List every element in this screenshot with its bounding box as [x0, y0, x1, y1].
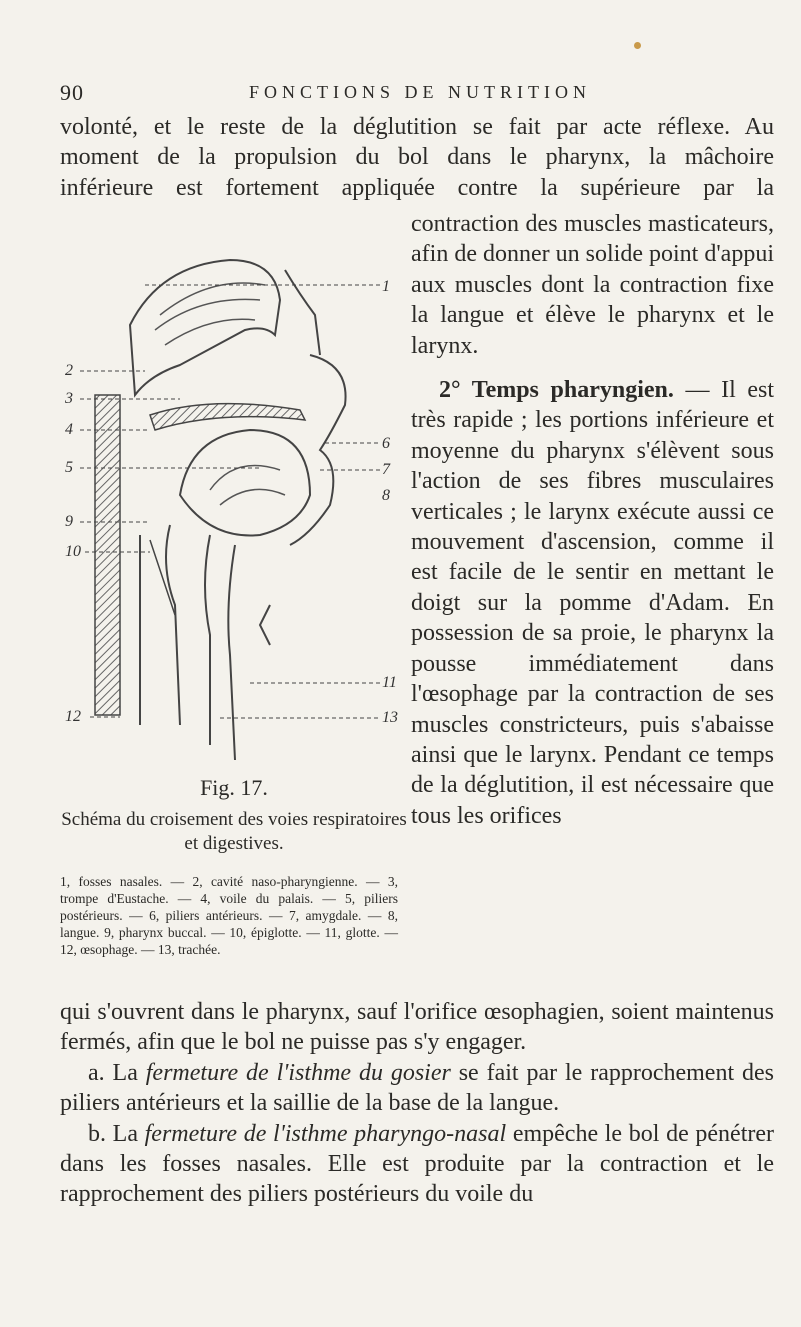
pharynx-wall: [95, 395, 120, 715]
marker-13: 13: [382, 709, 398, 726]
palate: [150, 404, 305, 430]
paragraph: [411, 375, 774, 831]
figure-legend: 1, fosses nasales. — 2, cavité naso-pharyngienne. — 3, trompe d'Eustache. — 4, voile du palais. — 5, piliers postérieurs. — 6, piliers antérieurs. — 7, amygdale. — 8, langue. 9, pharynx buccal. — 10, épiglotte. — 11, glotte. — 12, œsophage. — 13, trachée.: [60, 874, 398, 957]
text-line: volonté, et le reste de la déglutition se fait par acte réflexe. Au: [60, 114, 774, 140]
marker-8: 8: [382, 487, 390, 504]
figure-17: [60, 205, 408, 854]
marker-6: 6: [382, 435, 390, 452]
bottom-text: [60, 997, 774, 1210]
marker-9: 9: [65, 513, 73, 530]
nasal-lines: [155, 299, 260, 330]
paragraph-a: [60, 1058, 774, 1119]
marker-1: 1: [382, 278, 390, 295]
item-text: empêche le bol de pénétrer dans les fosses nasales. Elle est produite par la contraction et le rapprochement des piliers postérieurs du voile du: [60, 1120, 774, 1208]
epiglottis: [150, 540, 175, 615]
anatomical-diagram: [60, 205, 408, 770]
marker-3: 3: [65, 390, 73, 407]
marker-10: 10: [65, 543, 81, 560]
figure-caption: Schéma du croisement des voies respiratoires et digestives.: [61, 809, 407, 854]
text-line: inférieure est fortement appliquée contre la supérieure par la: [60, 174, 774, 201]
section-heading: 2° Temps pharyngien.: [439, 377, 674, 404]
top-paragraph: [60, 112, 774, 203]
ink-dot: [634, 42, 641, 49]
trachea-wall: [228, 545, 235, 760]
face-contour: [285, 270, 320, 355]
running-head: FONCTIONS DE NUTRITION: [249, 82, 591, 102]
text-line: moment de la propulsion du bol dans le pharynx, la mâchoire: [60, 144, 774, 171]
marker-7: 7: [382, 461, 390, 478]
marker-4: 4: [65, 421, 73, 438]
paragraph-text: — Il est très rapide ; les portions inférieure et moyenne du pharynx s'élèvent sous l'action de ses fibres musculaires verticales ; le larynx exécute aussi ce mouvement d'ascension, comme il est facile de le sentir en mettant le doigt sur la pomme d'Adam. En possession de sa proie, le pharynx la pousse immédiatement dans l'œsophage par la contraction de ses muscles constricteurs, puis s'abaisse ainsi que le larynx. Pendant ce temps de la déglutition, il est nécessaire que tous les orifices: [411, 377, 774, 829]
paragraph: contraction des muscles masticateurs, afin de donner un solide point d'appui aux muscles dont la contraction fixe la langue et élève le pharynx et le larynx.: [411, 211, 774, 359]
page-header: [60, 80, 780, 110]
paragraph-b: [60, 1119, 774, 1210]
trachea-wall: [205, 535, 210, 745]
item-term: fermeture de l'isthme du gosier: [145, 1059, 451, 1086]
marker-11: 11: [382, 674, 397, 691]
page-number: 90: [60, 80, 84, 105]
item-lead: b. La: [88, 1120, 145, 1147]
item-term: fermeture de l'isthme pharyngo-nasal: [144, 1120, 507, 1147]
larynx-contour: [260, 605, 270, 645]
item-text: se fait par le rapprochement des piliers antérieurs et la saillie de la base de la langue.: [60, 1059, 775, 1117]
figure-label: Fig. 17.: [200, 775, 268, 800]
tongue-lines: [210, 466, 280, 491]
marker-2: 2: [65, 362, 73, 379]
paragraph: qui s'ouvrent dans le pharynx, sauf l'orifice œsophagien, soient maintenus fermés, afin que le bol ne puisse pas s'y engager.: [60, 999, 774, 1056]
right-column-text: [411, 209, 774, 831]
trachea-wall: [166, 525, 180, 725]
marker-5: 5: [65, 459, 73, 476]
item-lead: a. La: [88, 1059, 146, 1086]
marker-12: 12: [65, 708, 81, 725]
nasal-outline: [130, 260, 280, 395]
tongue: [180, 430, 310, 536]
tongue-lines: [220, 489, 285, 505]
